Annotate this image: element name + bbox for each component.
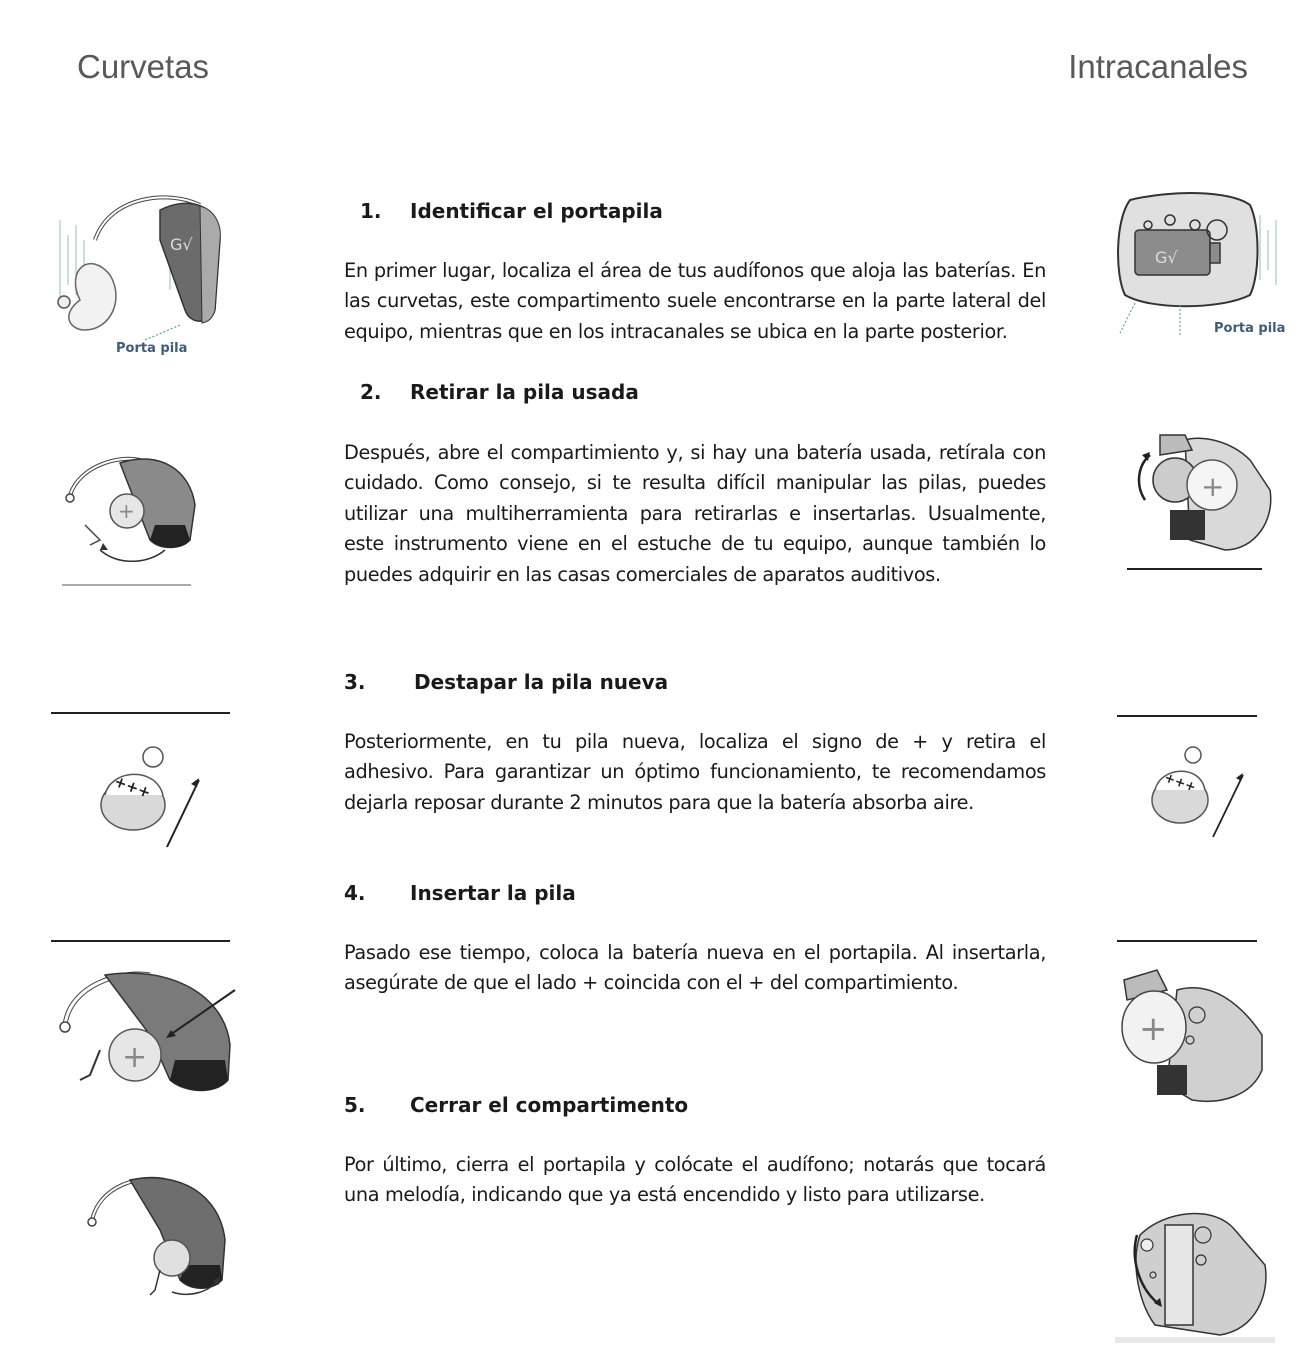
svg-text:G√: G√ [170, 235, 193, 254]
step-4-heading [344, 881, 576, 905]
battery-plus-right-2: + [1201, 470, 1225, 503]
bte-close-compartment-illustration [80, 1170, 230, 1305]
itc-remove-battery-illustration [1130, 430, 1275, 560]
column-title-intracanales: Intracanales [1068, 48, 1248, 85]
step-4-number: 4. [344, 881, 366, 905]
step-5-body: Por último, cierra el portapila y colócate el audífono; notarás que tocará una melodía, indicando que ya está encendido y listo para utilizarse. [344, 1153, 1046, 1207]
battery-plus-left-2: + [118, 499, 135, 523]
porta-pila-label-left: Porta pila [116, 341, 188, 356]
step-5-title: Cerrar el compartimento [410, 1093, 689, 1117]
step-5-number: 5. [344, 1093, 366, 1117]
battery-plus-row-left: +++ [111, 772, 154, 802]
bte-remove-battery-illustration [60, 445, 205, 575]
divider-left-1 [62, 584, 191, 586]
step-3-number: 3. [344, 670, 366, 694]
divider-right-2 [1117, 715, 1257, 717]
divider-left-3 [51, 940, 230, 942]
step-5-heading [344, 1093, 688, 1117]
step-1-number: 1. [360, 199, 382, 223]
step-2-number: 2. [360, 380, 382, 404]
bte-battery-door-illustration [50, 180, 240, 360]
step-3-body: Posteriormente, en tu pila nueva, localiza el signo de + y retira el adhesivo. Para garantizar un óptimo funcionamiento, te recomendamos dejarla reposar durante 2 minutos para que la batería absorba aire. [344, 730, 1046, 814]
divider-left-2 [51, 712, 230, 714]
step-1-body: En primer lugar, localiza el área de tus audífonos que aloja las baterías. En las curvetas, este compartimento suele encontrarse en la parte lateral del equipo, mientras que en los intracanales se ubica en la parte posterior. [344, 259, 1046, 343]
column-title-curvetas: Curvetas [77, 48, 210, 85]
divider-right-3 [1117, 940, 1257, 942]
porta-pila-label-right: Porta pila [1214, 321, 1285, 336]
step-4-title: Insertar la pila [410, 881, 576, 905]
battery-plus-left-4: + [122, 1040, 148, 1075]
step-3-heading [344, 670, 668, 694]
itc-faceplate-illustration [1110, 185, 1285, 345]
step-2-title: Retirar la pila usada [410, 380, 639, 404]
step-1-heading [360, 199, 663, 223]
battery-plus-right-4: + [1139, 1009, 1168, 1049]
bte-insert-battery-illustration [50, 965, 240, 1100]
svg-text:G√: G√ [1155, 248, 1178, 267]
step-2-body: Después, abre el compartimiento y, si hay una batería usada, retírala con cuidado. Como consejo, si te resulta difícil manipular las pilas, puedes utilizar una multiherramienta para retirarlas e insertarlas. Usualmente, este instrumento viene en el estuche de tu equipo, aunque también lo puedes adquirir en las casas comerciales de aparatos auditivos. [344, 441, 1046, 586]
battery-sticker-illustration-right [1145, 745, 1255, 845]
battery-sticker-illustration-left [95, 745, 210, 855]
step-4-body: Pasado ese tiempo, coloca la batería nueva en el portapila. Al insertarla, asegúrate de que el lado + coincida con el + del compartimiento. [344, 941, 1046, 995]
itc-insert-battery-illustration [1112, 965, 1277, 1115]
step-3-title: Destapar la pila nueva [414, 670, 669, 694]
divider-right-1 [1127, 568, 1262, 570]
step-1-title: Identificar el portapila [410, 199, 663, 223]
step-2-heading [360, 380, 639, 404]
battery-plus-row-right: +++ [1162, 770, 1198, 796]
itc-close-compartment-illustration [1115, 1205, 1275, 1345]
